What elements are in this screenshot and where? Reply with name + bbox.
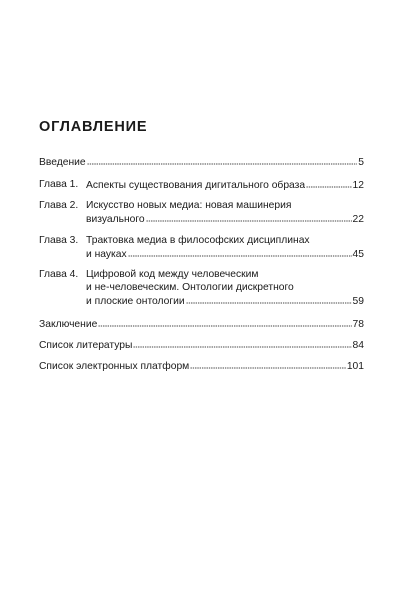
toc-entry-chapter-3[interactable] bbox=[39, 234, 364, 261]
toc-entry-chapter-1[interactable] bbox=[39, 178, 364, 192]
toc-entry-title-line: и науках bbox=[86, 249, 127, 261]
toc-entry-introduction[interactable] bbox=[39, 155, 364, 169]
toc-page-number: 101 bbox=[346, 361, 364, 373]
toc-entry-title-line: Цифровой код между человеческим bbox=[86, 269, 259, 280]
toc-entry-title-line: и не-человеческим. Онтологии дискретного bbox=[86, 282, 294, 293]
toc-page-number: 12 bbox=[352, 180, 364, 192]
toc-page-number: 84 bbox=[352, 340, 364, 352]
page-title: ОГЛАВЛЕНИЕ bbox=[39, 119, 148, 135]
chapter-label: Глава 4. bbox=[39, 269, 79, 280]
toc-page-number: 45 bbox=[352, 249, 364, 261]
toc-entry-title-line: Трактовка медиа в философских дисциплинах bbox=[86, 235, 310, 246]
toc-page-number: 78 bbox=[352, 319, 364, 331]
dot-leader bbox=[306, 178, 351, 188]
dot-leader bbox=[146, 212, 352, 222]
dot-leader bbox=[98, 317, 351, 327]
toc-entry-title: Заключение bbox=[39, 319, 98, 331]
chapter-label: Глава 2. bbox=[39, 200, 79, 211]
toc-entry-bibliography[interactable] bbox=[39, 338, 364, 352]
dot-leader bbox=[128, 247, 352, 257]
toc-entry-title-line: Искусство новых медиа: новая машинерия bbox=[86, 200, 292, 211]
dot-leader bbox=[133, 338, 351, 348]
toc-page-number: 59 bbox=[352, 296, 364, 308]
toc-page-number: 5 bbox=[358, 157, 364, 169]
toc-entry-chapter-4[interactable] bbox=[39, 268, 364, 308]
toc-entry-title: Введение bbox=[39, 157, 86, 169]
toc-entry-title: Аспекты существования дигитального образа bbox=[86, 180, 306, 192]
dot-leader bbox=[186, 294, 352, 304]
dot-leader bbox=[190, 359, 346, 369]
toc-entry-title: Список литературы bbox=[39, 340, 133, 352]
dot-leader bbox=[87, 155, 358, 165]
toc-entry-electronic-platforms[interactable] bbox=[39, 359, 364, 373]
toc-entry-title: Список электронных платформ bbox=[39, 361, 190, 373]
chapter-label: Глава 1. bbox=[39, 179, 79, 190]
chapter-label: Глава 3. bbox=[39, 235, 79, 246]
toc-entry-title-line: визуального bbox=[86, 214, 145, 226]
toc-page-number: 22 bbox=[352, 214, 364, 226]
toc-entry-chapter-2[interactable] bbox=[39, 199, 364, 226]
toc-entry-title-line: и плоские онтологии bbox=[86, 296, 185, 308]
toc-entry-conclusion[interactable] bbox=[39, 317, 364, 331]
